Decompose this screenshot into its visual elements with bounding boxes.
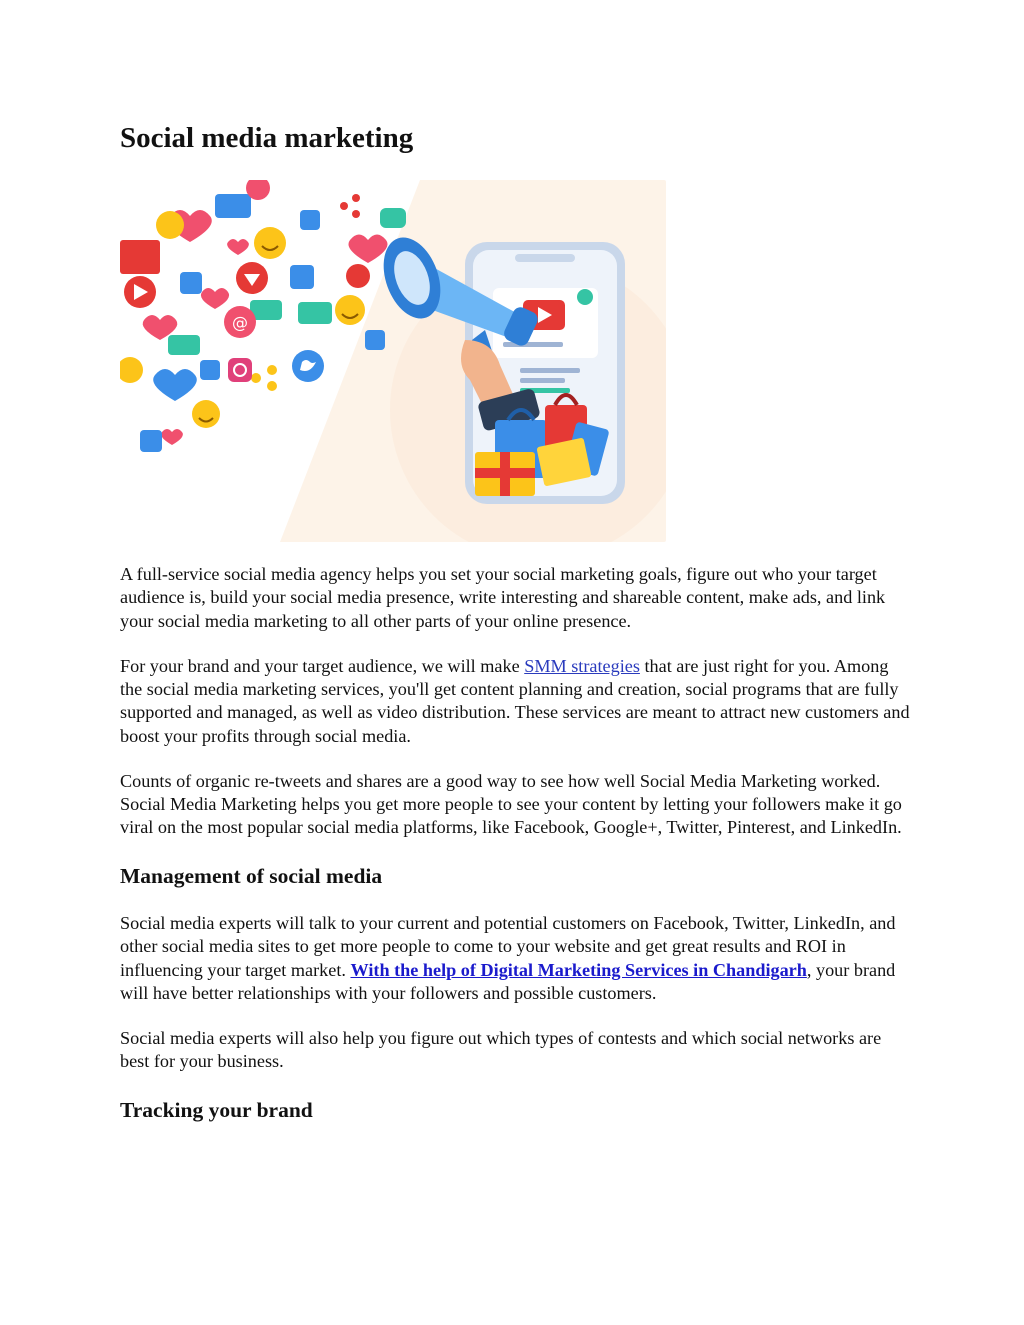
paragraph-contests: Social media experts will also help you figure out which types of contests and which social networks are best for your business. [120, 1027, 882, 1072]
svg-text:@: @ [232, 313, 248, 332]
smm-strategies-link[interactable]: SMM strategies [524, 655, 640, 676]
hero-illustration [120, 180, 666, 542]
twitter-icon [292, 350, 324, 382]
paragraph-text: , your brand will have better relationships with your followers and possible customers. [120, 959, 896, 1004]
heading-management: Management of social media [120, 863, 383, 888]
paragraph-strategies [120, 655, 910, 749]
paragraph-intro: A full-service social media agency helps you set your social marketing goals, figure out who your target audience is, build your social media presence, write interesting and shareable content, make ads, and link your social media marketing to all other parts of your online presence. [120, 564, 886, 631]
page-title: Social media marketing [120, 122, 414, 154]
article-body [120, 563, 910, 1146]
paragraph-text: Social media experts will talk to your current and potential customers on Facebook, Twitter, LinkedIn, and other social media sites to get more people to come to your website and get great results and ROI in influencing your target market. [120, 912, 896, 980]
paragraph-experts [120, 912, 910, 1006]
digital-marketing-link[interactable]: With the help of Digital Marketing Services in Chandigarh [350, 959, 807, 980]
instagram-icon [228, 358, 252, 382]
paragraph-retweets: Counts of organic re-tweets and shares are a good way to see how well Social Media Marketing worked. Social Media Marketing helps you get more people to see your content by letting your followers make it go viral on the most popular social media platforms, like Facebook, Google+, Twitter, Pinterest, and LinkedIn. [120, 770, 902, 838]
paragraph-text: that are just right for you. Among the social media marketing services, you'll get content planning and creation, social programs that are fully supported and managed, as well as video distribution. These services are meant to attract new customers and boost your profits through social media. [120, 655, 910, 746]
heading-tracking: Tracking your brand [120, 1097, 313, 1122]
paragraph-text: For your brand and your target audience, we will make [120, 655, 525, 676]
